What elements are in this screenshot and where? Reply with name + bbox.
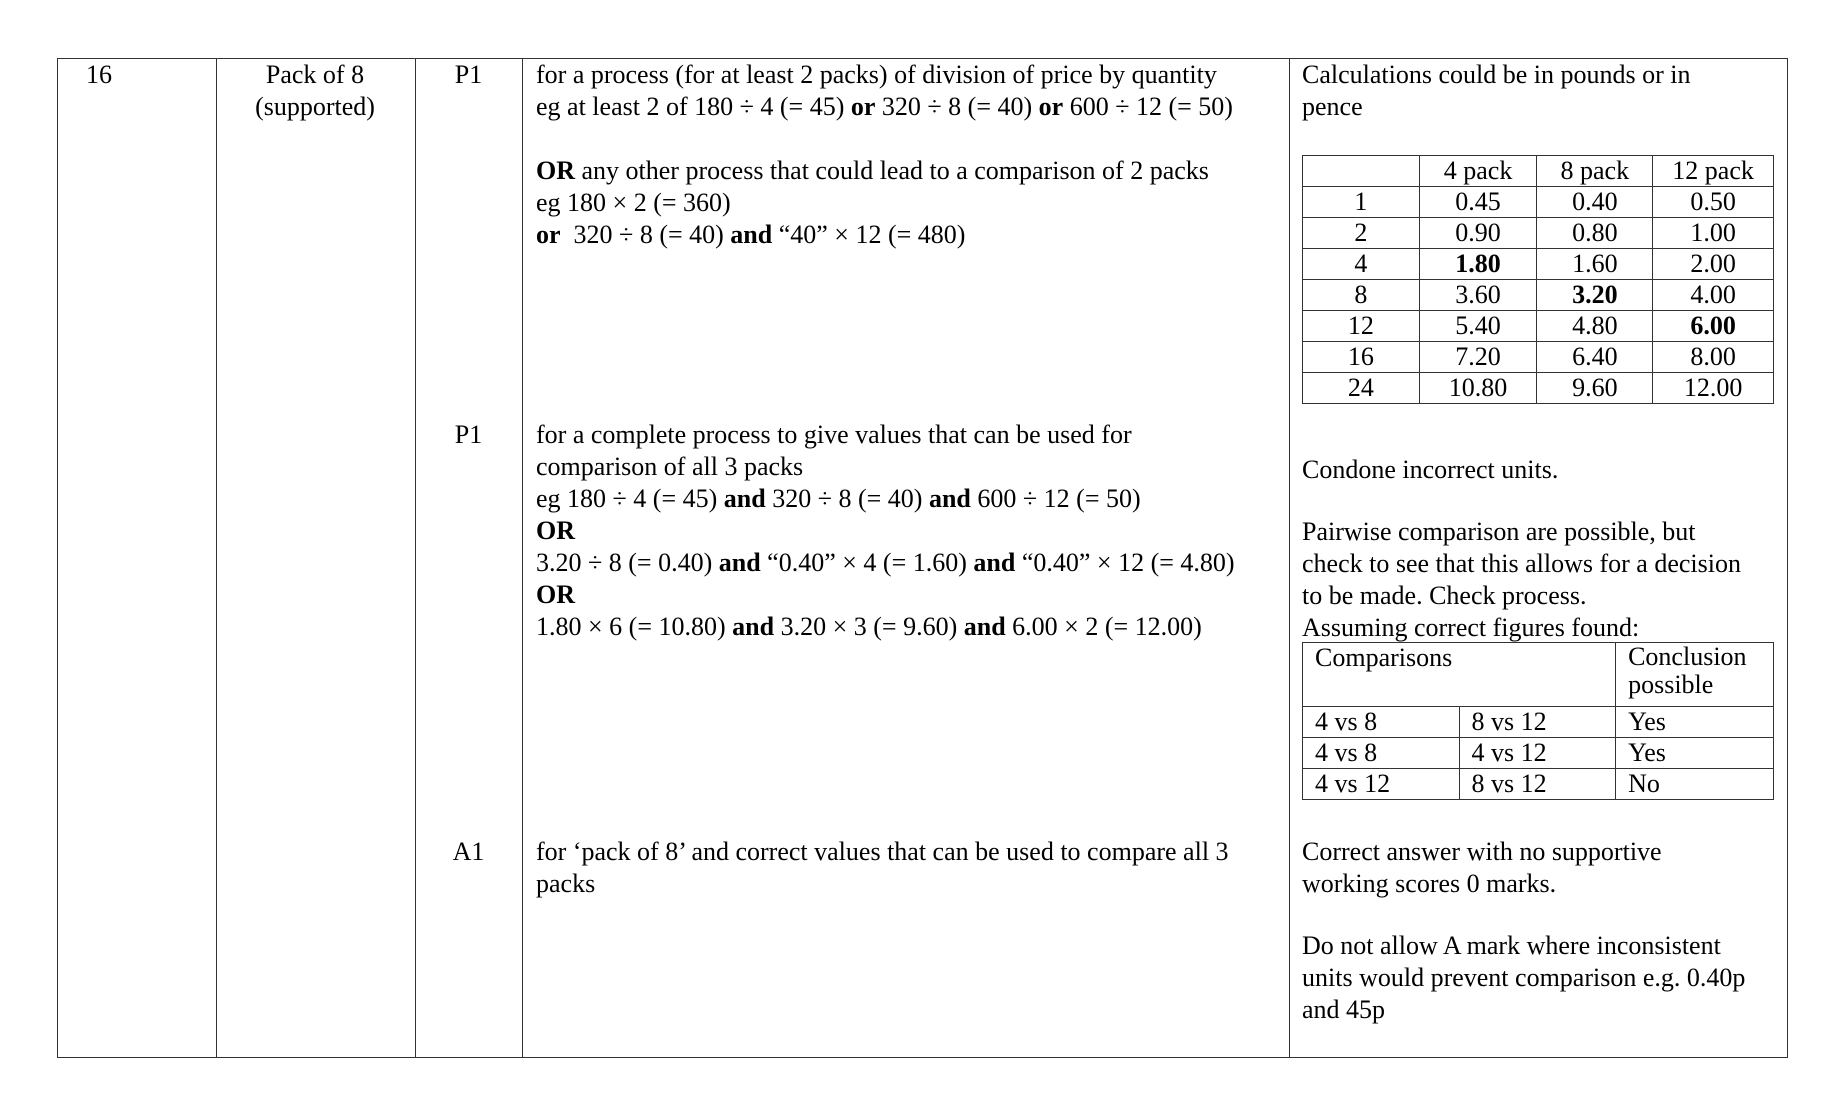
mark2-description	[536, 419, 1235, 643]
table-row	[1303, 187, 1774, 218]
table-row	[1303, 218, 1774, 249]
table-cell: 6.00	[1653, 311, 1774, 342]
table-header-cell: Conclusion possible	[1616, 643, 1774, 707]
table-row	[1303, 342, 1774, 373]
table-header-cell: 4 pack	[1419, 156, 1537, 187]
table-cell: 1.80	[1419, 249, 1537, 280]
table-cell: 1.60	[1537, 249, 1653, 280]
mark1-description	[536, 59, 1233, 251]
table-cell: 24	[1303, 373, 1420, 404]
table-cell: 4 vs 12	[1459, 738, 1616, 769]
answer-line: Pack of 8	[265, 60, 365, 89]
table-cell: 4 vs 12	[1303, 769, 1460, 800]
table-cell: 4	[1303, 249, 1420, 280]
table-cell: 2	[1303, 218, 1420, 249]
table-cell: 12	[1303, 311, 1420, 342]
text-line: OR any other process that could lead to a comparison of 2 packs	[536, 156, 1209, 185]
table-cell: 4.80	[1537, 311, 1653, 342]
table-cell: Yes	[1616, 707, 1774, 738]
text-line: Correct answer with no supportive	[1302, 837, 1662, 866]
table-row	[1303, 311, 1774, 342]
table-cell: 0.40	[1537, 187, 1653, 218]
table-cell: 5.40	[1419, 311, 1537, 342]
table-cell: 8.00	[1653, 342, 1774, 373]
table-header-cell: 8 pack	[1537, 156, 1653, 187]
text-line: packs	[536, 869, 596, 898]
table-cell: 8 vs 12	[1459, 707, 1616, 738]
text-line: check to see that this allows for a decision	[1302, 549, 1741, 578]
table-cell: 6.40	[1537, 342, 1653, 373]
table-cell: 12.00	[1653, 373, 1774, 404]
text-line: OR	[536, 516, 575, 545]
text-line: comparison of all 3 packs	[536, 452, 804, 481]
text-line: eg 180 ÷ 4 (= 45) and 320 ÷ 8 (= 40) and 600 ÷ 12 (= 50)	[536, 484, 1141, 513]
guidance-note	[1302, 59, 1691, 123]
table-cell: 0.50	[1653, 187, 1774, 218]
table-header-row	[1303, 643, 1774, 707]
text-line: Do not allow A mark where inconsistent	[1302, 931, 1721, 960]
text-line: working scores 0 marks.	[1302, 869, 1557, 898]
comparison-table	[1302, 642, 1774, 800]
table-header-row	[1303, 156, 1774, 187]
text-line: 1.80 × 6 (= 10.80) and 3.20 × 3 (= 9.60) and 6.00 × 2 (= 12.00)	[536, 612, 1202, 641]
column-divider	[522, 59, 523, 1057]
text-line: Calculations could be in pounds or in	[1302, 60, 1691, 89]
table-row	[1303, 249, 1774, 280]
guidance-note	[1302, 516, 1741, 644]
mark3-description	[536, 836, 1229, 900]
table-cell: 7.20	[1419, 342, 1537, 373]
text-line: for ‘pack of 8’ and correct values that can be used to compare all 3	[536, 837, 1229, 866]
table-row	[1303, 373, 1774, 404]
text-line: OR	[536, 580, 575, 609]
answer-line: (supported)	[255, 92, 375, 121]
guidance-note	[1302, 930, 1745, 1026]
text-line: Assuming correct figures found:	[1302, 613, 1640, 642]
unit-price-table	[1302, 155, 1774, 404]
text-line: eg at least 2 of 180 ÷ 4 (= 45) or 320 ÷ 8 (= 40) or 600 ÷ 12 (= 50)	[536, 92, 1233, 121]
table-row	[1303, 707, 1774, 738]
text-line: to be made. Check process.	[1302, 581, 1587, 610]
table-row	[1303, 738, 1774, 769]
table-cell: 1.00	[1653, 218, 1774, 249]
text-line: eg 180 × 2 (= 360)	[536, 188, 731, 217]
table-cell: 4 vs 8	[1303, 738, 1460, 769]
table-cell: 4.00	[1653, 280, 1774, 311]
guidance-note	[1302, 836, 1662, 900]
table-cell: 1	[1303, 187, 1420, 218]
table-header-cell: 12 pack	[1653, 156, 1774, 187]
table-cell: 4 vs 8	[1303, 707, 1460, 738]
column-divider	[216, 59, 217, 1057]
table-header-cell	[1303, 156, 1420, 187]
mark-code: P1	[454, 60, 483, 89]
question-number: 16	[86, 60, 112, 89]
table-cell: 0.45	[1419, 187, 1537, 218]
text-line: for a complete process to give values that can be used for	[536, 420, 1132, 449]
mark-code: A1	[452, 837, 485, 866]
text-line: or 320 ÷ 8 (= 40) and “40” × 12 (= 480)	[536, 220, 966, 249]
column-divider	[1289, 59, 1290, 1057]
table-cell: 0.90	[1419, 218, 1537, 249]
table-header-cell: Comparisons	[1303, 643, 1616, 707]
text-line: Pairwise comparison are possible, but	[1302, 517, 1696, 546]
table-cell: 8	[1303, 280, 1420, 311]
answer-cell	[215, 59, 415, 123]
table-row	[1303, 769, 1774, 800]
table-cell: 8 vs 12	[1459, 769, 1616, 800]
table-row	[1303, 280, 1774, 311]
table-cell: 16	[1303, 342, 1420, 373]
text-line: and 45p	[1302, 995, 1386, 1024]
column-divider	[415, 59, 416, 1057]
text-line: units would prevent comparison e.g. 0.40p	[1302, 963, 1746, 992]
table-cell: 2.00	[1653, 249, 1774, 280]
text-line: for a process (for at least 2 packs) of division of price by quantity	[536, 60, 1217, 89]
mark-code: P1	[454, 420, 483, 449]
text-line: 3.20 ÷ 8 (= 0.40) and “0.40” × 4 (= 1.60) and “0.40” × 12 (= 4.80)	[536, 548, 1235, 577]
table-cell: 3.60	[1419, 280, 1537, 311]
table-cell: 9.60	[1537, 373, 1653, 404]
text-line: pence	[1302, 92, 1363, 121]
table-cell: 3.20	[1537, 280, 1653, 311]
table-cell: No	[1616, 769, 1774, 800]
table-cell: 10.80	[1419, 373, 1537, 404]
table-cell: Yes	[1616, 738, 1774, 769]
table-cell: 0.80	[1537, 218, 1653, 249]
guidance-note: Condone incorrect units.	[1302, 455, 1559, 484]
